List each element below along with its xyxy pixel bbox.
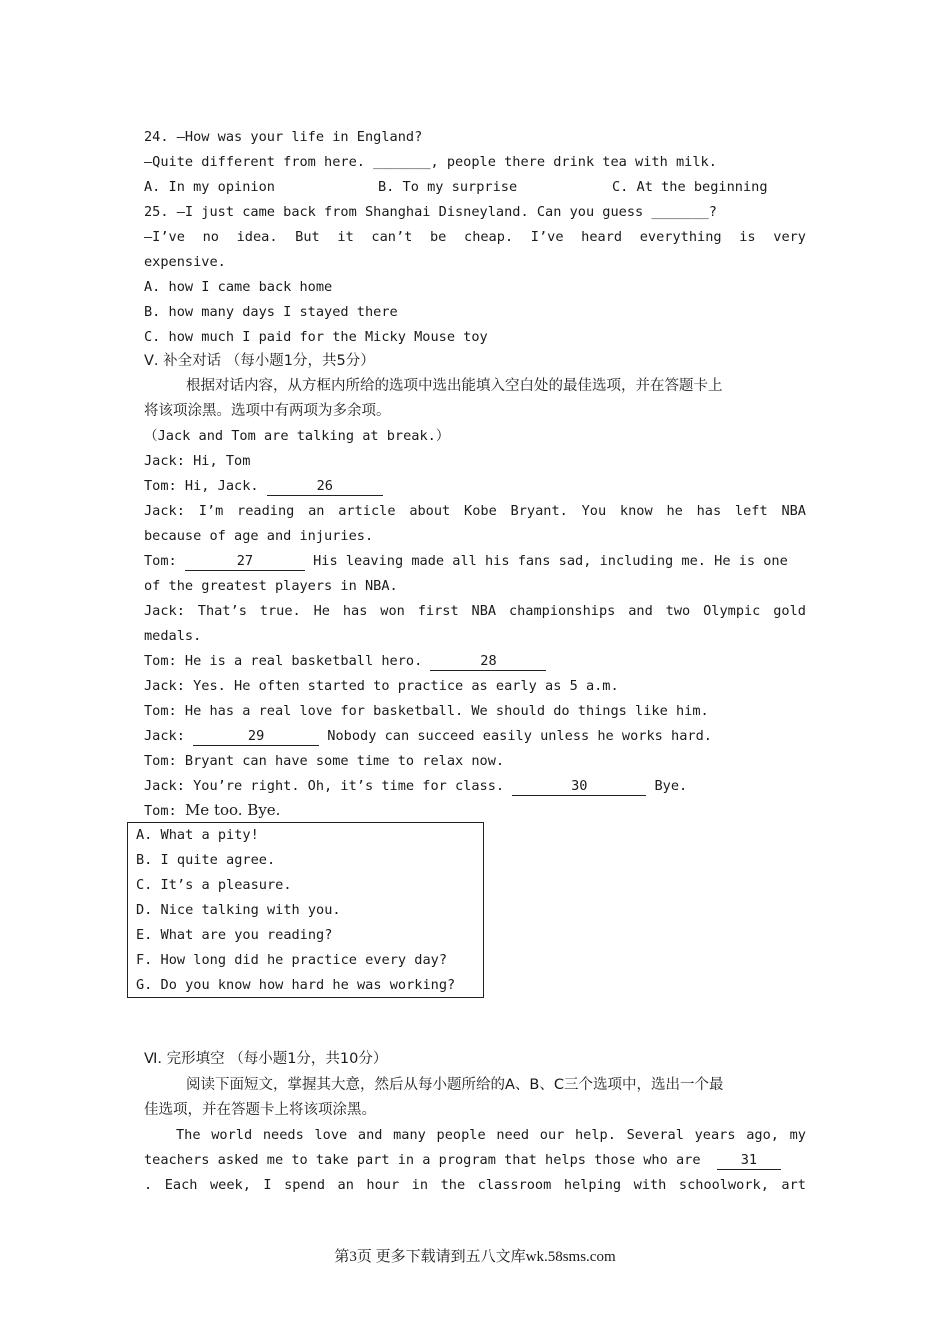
q24-option-b: B. To my surprise	[378, 179, 518, 195]
dialogue-line-7: Jack: Yes. He often started to practice as early as 5 a.m.	[144, 678, 619, 694]
q24-prompt: —Quite different from here. _______, people there drink tea with milk.	[144, 154, 717, 170]
q25-option-b: B. how many days I stayed there	[144, 304, 398, 320]
option-a: A. What a pity!	[136, 827, 259, 843]
passage-line-1: The world needs love and many people need our help. Several years ago, my	[176, 1127, 806, 1143]
section6-title: Ⅵ. 完形填空 （每小题1分，共10分）	[144, 1051, 388, 1067]
blank-30[interactable]: 30	[512, 777, 646, 796]
option-f: F. How long did he practice every day?	[136, 952, 447, 968]
options-box	[127, 822, 484, 998]
q25-option-c: C. how much I paid for the Micky Mouse toy	[144, 329, 488, 345]
blank-26[interactable]: 26	[267, 477, 383, 496]
dialogue-line-4: Tom: 27 His leaving made all his fans sad, including me. He is one	[144, 553, 788, 569]
dialogue-line-1: Jack: Hi, Tom	[144, 453, 251, 469]
page-footer: 第3页 更多下载请到五八文库wk.58sms.com	[334, 1249, 616, 1265]
dialogue-line-9: Jack: 29 Nobody can succeed easily unless he works hard.	[144, 728, 712, 744]
section6-instruction-1: 阅读下面短文，掌握其大意，然后从每小题所给的A、B、C三个选项中，选出一个最	[186, 1077, 724, 1093]
blank-27[interactable]: 27	[185, 552, 305, 571]
dialogue-line-6: Tom: He is a real basketball hero. 28	[144, 649, 806, 674]
q24-option-c: C. At the beginning	[612, 179, 768, 195]
passage-line-3: . Each week, I spend an hour in the classroom helping with schoolwork, art	[144, 1177, 806, 1193]
dialogue-line-5: Jack: That’s true. He has won first NBA championships and two Olympic gold	[144, 603, 806, 619]
q25-response: —I’ve no idea. But it can’t be cheap. I’ve heard everything is very	[144, 229, 806, 245]
dialogue-line-5-cont: medals.	[144, 628, 202, 644]
q24-question: 24. —How was your life in England?	[144, 129, 423, 145]
dialogue-line-3-cont: because of age and injuries.	[144, 528, 374, 544]
section6-instruction-2: 佳选项，并在答题卡上将该项涂黑。	[144, 1102, 376, 1118]
blank-31[interactable]: 31	[717, 1151, 781, 1170]
option-c: C. It’s a pleasure.	[136, 877, 292, 893]
section5-instruction-1: 根据对话内容，从方框内所给的选项中选出能填入空白处的最佳选项，并在答题卡上	[186, 378, 723, 394]
section5-title: Ⅴ. 补全对话 （每小题1分，共5分）	[144, 353, 375, 369]
dialogue-context: （Jack and Tom are talking at break.）	[144, 428, 450, 444]
option-d: D. Nice talking with you.	[136, 902, 341, 918]
dialogue-line-2: Tom: Hi, Jack. 26	[144, 474, 806, 499]
option-e: E. What are you reading?	[136, 927, 333, 943]
q25-question: 25. —I just came back from Shanghai Disneyland. Can you guess _______?	[144, 204, 717, 220]
dialogue-line-10: Tom: Bryant can have some time to relax now.	[144, 753, 505, 769]
blank-28[interactable]: 28	[430, 652, 546, 671]
dialogue-line-4-cont: of the greatest players in NBA.	[144, 578, 398, 594]
option-g: G. Do you know how hard he was working?	[136, 977, 456, 993]
dialogue-line-12: Tom: Me too. Bye.	[144, 801, 281, 819]
q24-option-a: A. In my opinion	[144, 179, 275, 195]
passage-line-2: teachers asked me to take part in a program that helps those who are 31	[144, 1148, 806, 1173]
option-b: B. I quite agree.	[136, 852, 276, 868]
dialogue-line-11: Jack: You’re right. Oh, it’s time for class. 30 Bye.	[144, 778, 688, 794]
dialogue-line-3: Jack: I’m reading an article about Kobe Bryant. You know he has left NBA	[144, 503, 806, 519]
blank-29[interactable]: 29	[193, 727, 319, 746]
q25-response-cont: expensive.	[144, 254, 226, 270]
q25-option-a: A. how I came back home	[144, 279, 333, 295]
dialogue-line-8: Tom: He has a real love for basketball. We should do things like him.	[144, 703, 709, 719]
section5-instruction-2: 将该项涂黑。选项中有两项为多余项。	[144, 403, 391, 419]
